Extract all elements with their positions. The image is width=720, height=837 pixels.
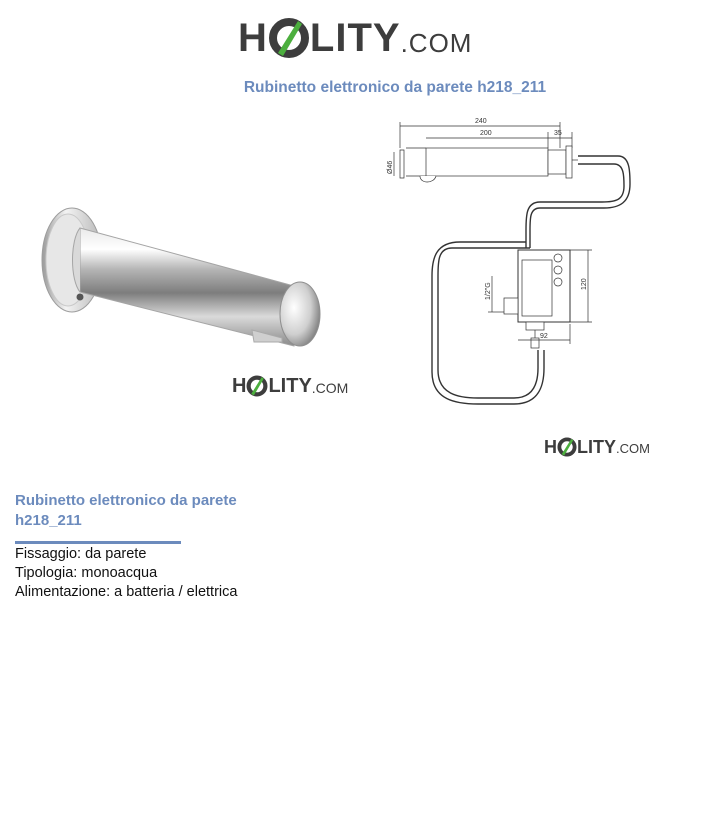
holity-logo-right <box>544 436 650 458</box>
product-photo-faucet <box>32 200 332 350</box>
spec-fixing: Fissaggio: da parete <box>15 546 147 562</box>
spec-list <box>15 545 237 602</box>
logo-letters-lity: LITY <box>577 436 616 457</box>
spec-power: Alimentazione: a batteria / elettrica <box>15 584 238 600</box>
holity-logo-middle <box>232 374 348 398</box>
logo-letters-lity: LITY <box>268 374 312 397</box>
dim-thread-label: 1/2"G <box>485 282 492 300</box>
dim-total-label: 240 <box>475 118 487 125</box>
logo-o-mark-icon <box>557 437 577 457</box>
logo-o-mark-icon <box>268 17 310 59</box>
dim-body-label: 200 <box>480 130 492 137</box>
logo-o-mark-icon <box>246 375 268 397</box>
logo-domain: .COM <box>311 380 349 396</box>
logo-letter-h: H <box>544 436 557 457</box>
logo-domain: .COM <box>616 441 650 456</box>
logo-letter-h: H <box>238 15 268 60</box>
dim-tail-label: 35 <box>554 130 562 137</box>
logo-letter-h: H <box>232 374 247 397</box>
heading-divider <box>15 541 181 544</box>
holity-logo-top[interactable] <box>238 12 472 64</box>
logo-domain: .COM <box>400 27 473 58</box>
dim-diameter-label: Ø46 <box>387 160 394 174</box>
technical-drawing <box>380 112 650 412</box>
product-heading: Rubinetto elettronico da parete h218_211 <box>15 492 237 529</box>
spec-type: Tipologia: monoacqua <box>15 565 158 581</box>
dim-box-width-label: 92 <box>540 333 548 340</box>
logo-letters-lity: LITY <box>309 15 401 60</box>
dim-box-height-label: 120 <box>581 278 588 290</box>
page-title: Rubinetto elettronico da parete h218_211 <box>243 79 547 96</box>
